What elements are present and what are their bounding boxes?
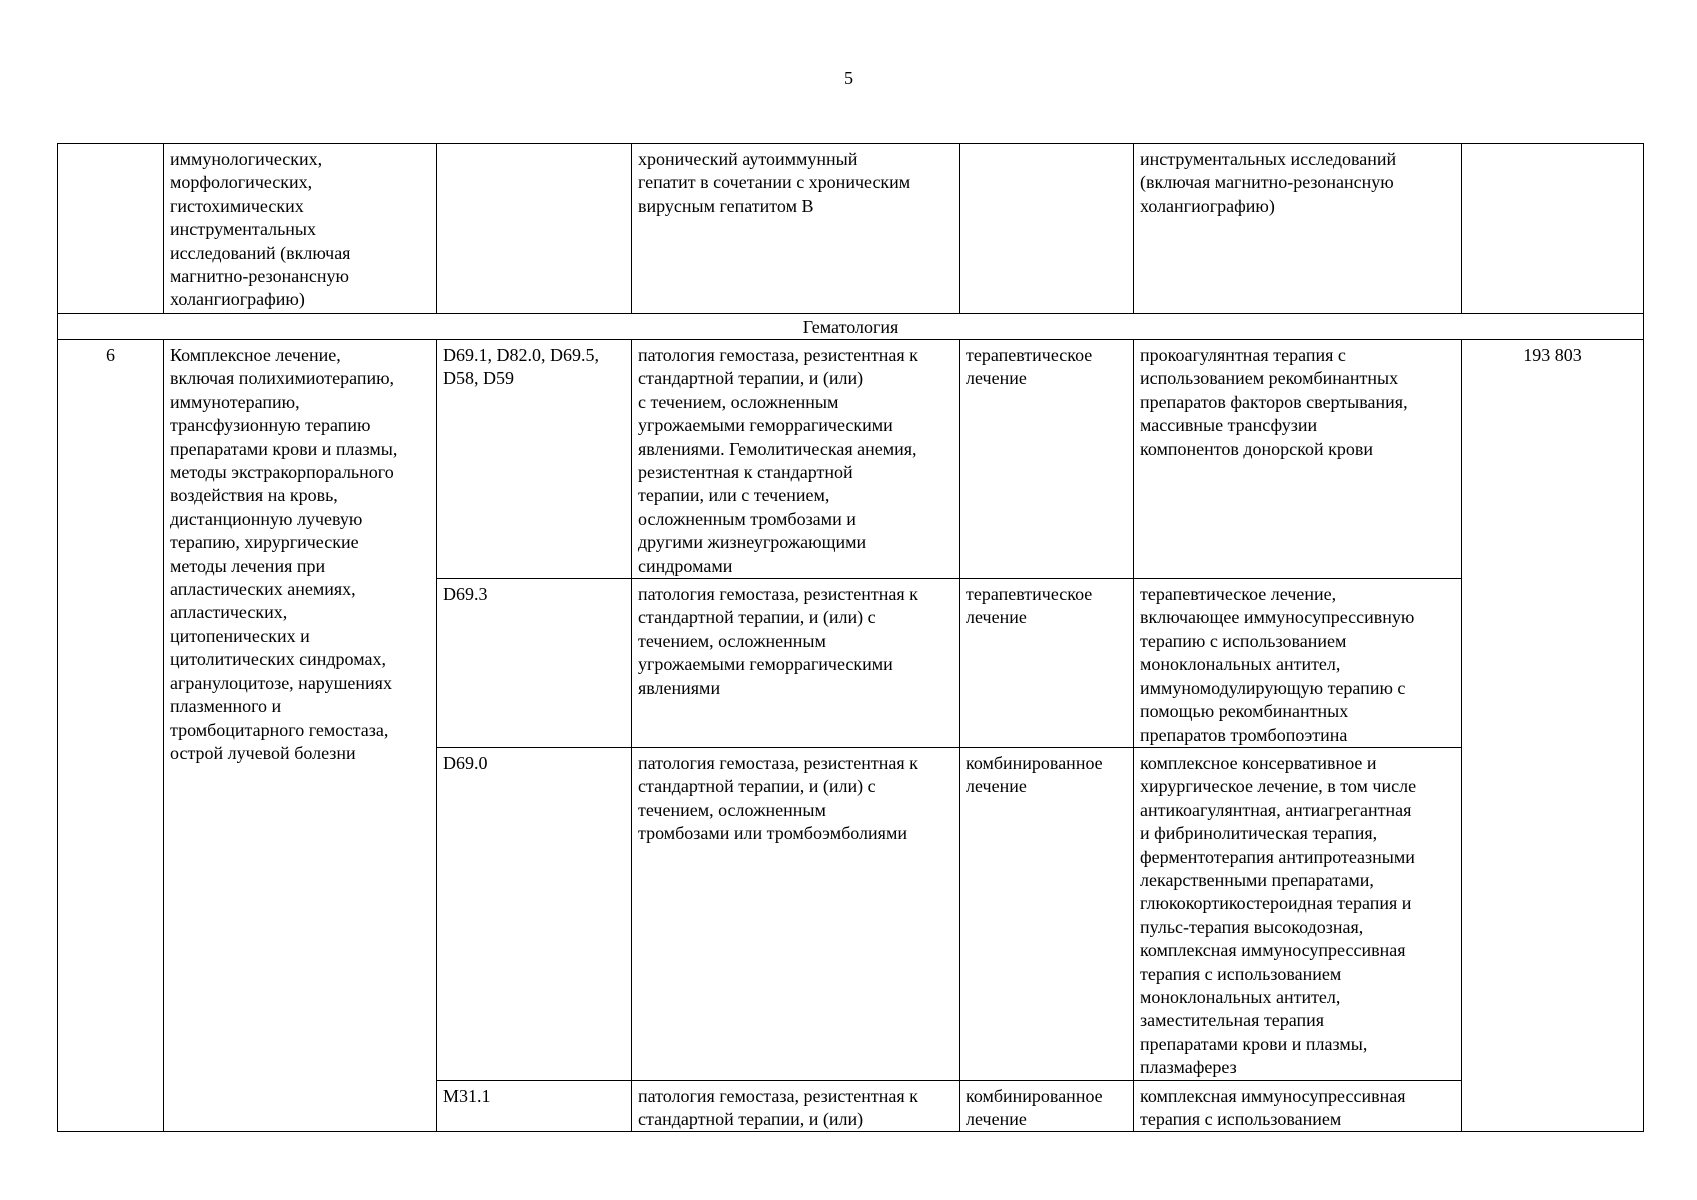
treatment-type-cell: комбинированное лечение [960,1080,1134,1132]
patient-model-cell: патология гемостаза, резистентная к стандартной терапии, и (или) с течением, осложненным тромбозами или тромбоэмболиями [632,747,960,1080]
patient-model-cell: патология гемостаза, резистентная к стандартной терапии, и (или) с течением, осложненным угрожаемыми геморрагическими явлениями [632,579,960,748]
table-row-continuation [58,144,1644,314]
number-cell [58,144,164,314]
patient-model-cell: хронический аутоиммунный гепатит в сочетании с хроническим вирусным гепатитом B [632,144,960,314]
patient-model-cell: патология гемостаза, резистентная к стандартной терапии, и (или) [632,1080,960,1132]
table-row [58,340,1644,579]
method-name-cell: иммунологических, морфологических, гистохимических инструментальных исследований (включая магнитно-резонансную холангиографию) [164,144,437,314]
treatment-method-cell: комплексная иммуносупрессивная терапия с использованием [1134,1080,1462,1132]
cost-cell [1462,144,1644,314]
cost-cell: 193 803 [1462,340,1644,1132]
icd-codes-cell [437,144,632,314]
treatment-type-cell: комбинированное лечение [960,747,1134,1080]
page-number: 5 [844,68,853,88]
treatment-method-cell: прокоагулянтная терапия с использованием рекомбинантных препаратов факторов свертывания, массивные трансфузии компонентов донорской крови [1134,340,1462,579]
entry-number-cell: 6 [58,340,164,1132]
icd-codes-cell: D69.3 [437,579,632,748]
section-title: Гематология [58,314,1644,340]
method-name-cell: Комплексное лечение, включая полихимиотерапию, иммунотерапию, трансфузионную терапию препаратами крови и плазмы, методы экстракорпорального воздействия на кровь, дистанционную лучевую терапию, хирургические методы лечения при апластических анемиях, апластических, цитопенических и цитолитических синдромах, агранулоцитозе, нарушениях плазменного и тромбоцитарного гемостаза, острой лучевой болезни [164,340,437,1132]
icd-codes-cell: D69.1, D82.0, D69.5, D58, D59 [437,340,632,579]
section-row [58,314,1644,340]
medical-care-table [57,143,1644,1132]
treatment-type-cell [960,144,1134,314]
treatment-method-cell: инструментальных исследований (включая магнитно-резонансную холангиографию) [1134,144,1462,314]
patient-model-cell: патология гемостаза, резистентная к стандартной терапии, и (или) с течением, осложненным угрожаемыми геморрагическими явлениями. Гемолитическая анемия, резистентная к стандартной терапии, или с течением, осложненным тромбозами и другими жизнеугрожающими синдромами [632,340,960,579]
treatment-type-cell: терапевтическое лечение [960,579,1134,748]
icd-codes-cell: D69.0 [437,747,632,1080]
icd-codes-cell: M31.1 [437,1080,632,1132]
treatment-type-cell: терапевтическое лечение [960,340,1134,579]
treatment-method-cell: комплексное консервативное и хирургическое лечение, в том числе антикоагулянтная, антиагрегантная и фибринолитическая терапия, ферментотерапия антипротеазными лекарственными препаратами, глюкокортикостероидная терапия и пульс-терапия высокодозная, комплексная иммуносупрессивная терапия с использованием моноклональных антител, заместительная терапия препаратами крови и плазмы, плазмаферез [1134,747,1462,1080]
treatment-method-cell: терапевтическое лечение, включающее иммуносупрессивную терапию с использованием моноклональных антител, иммуномодулирующую терапию с помощью рекомбинантных препаратов тромбопоэтина [1134,579,1462,748]
